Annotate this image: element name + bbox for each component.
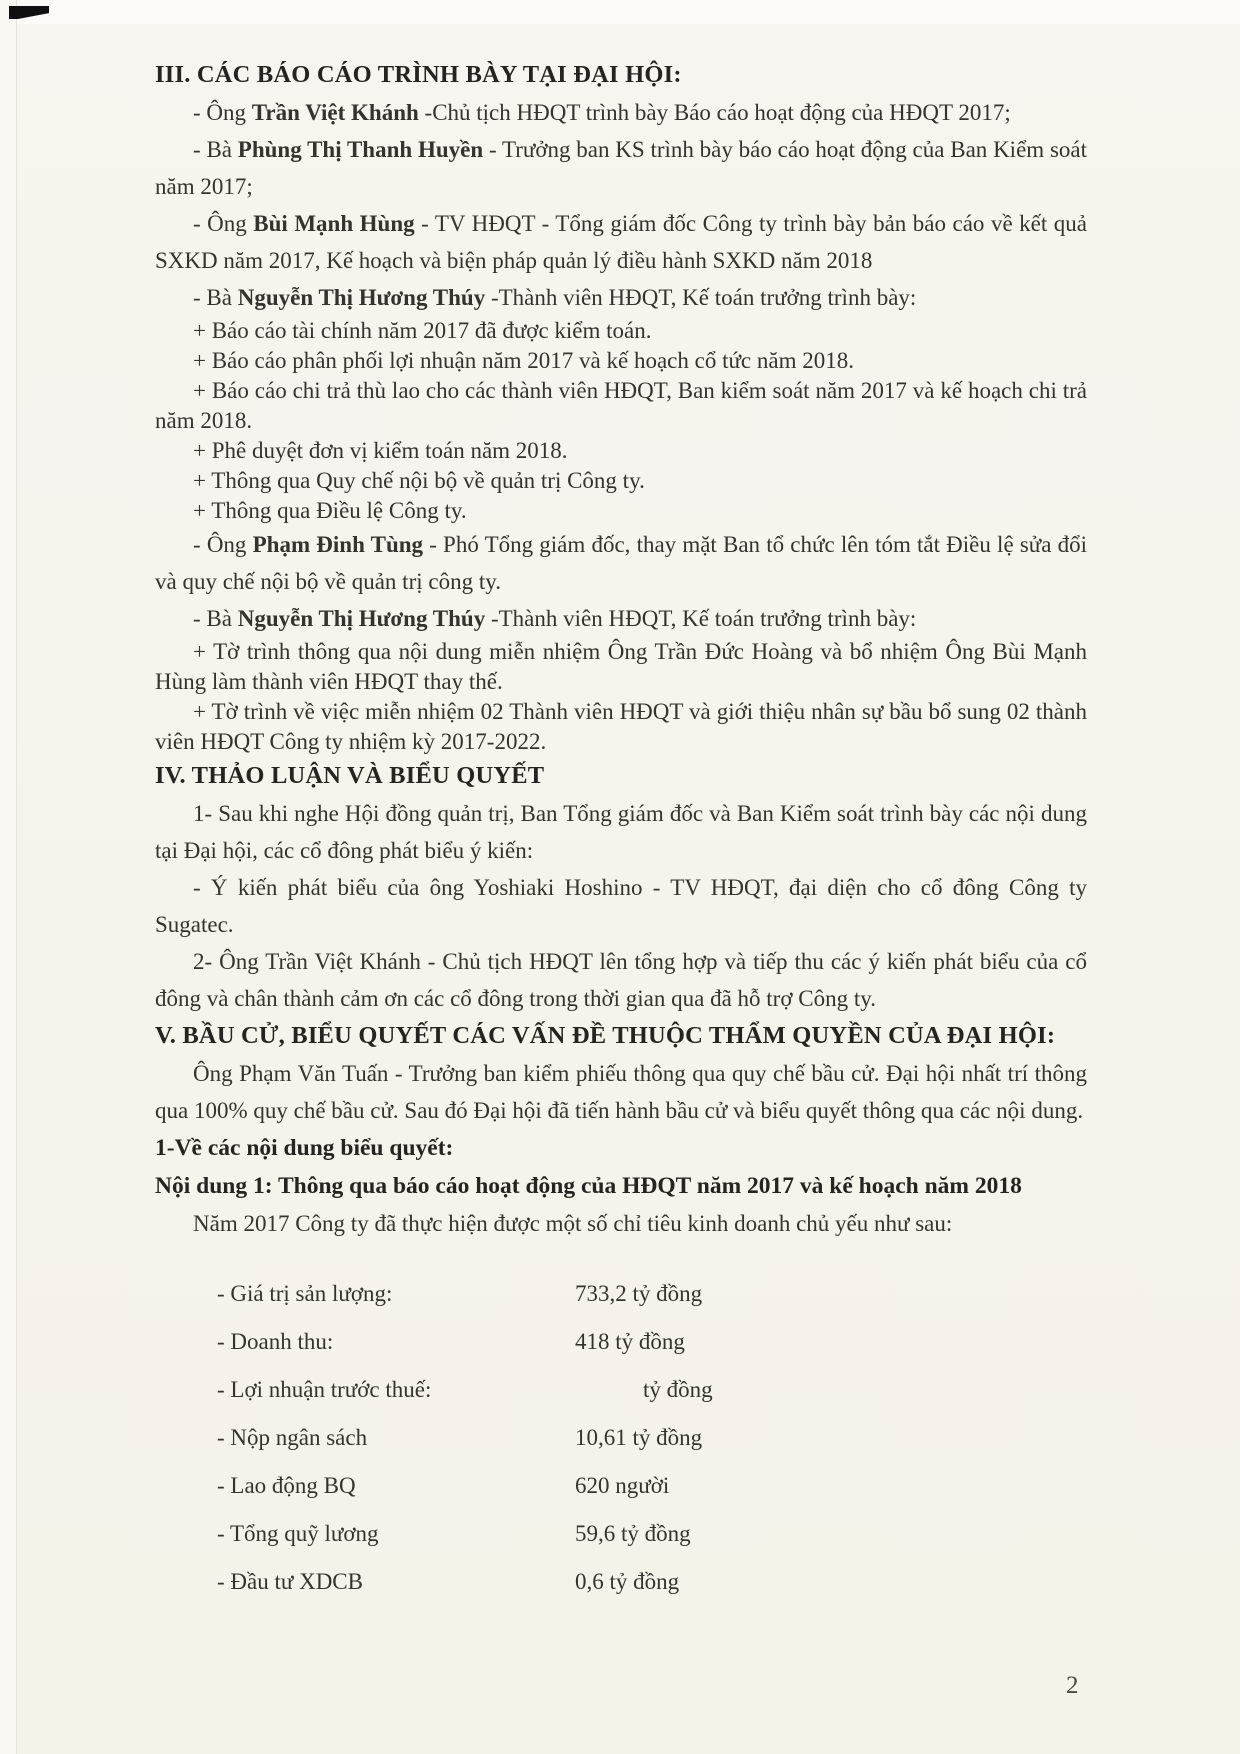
paragraph — [155, 1205, 1087, 1242]
list-item: + Thông qua Điều lệ Công ty. — [193, 498, 467, 523]
text-run: -Thành viên HĐQT, Kế toán trưởng trình bày: — [485, 606, 917, 631]
indicator-label: - Lao động BQ — [217, 1473, 356, 1498]
person-name: Phạm Đinh Tùng — [252, 532, 424, 557]
paragraph — [155, 526, 1087, 600]
text-run: - Bà — [193, 606, 238, 631]
list-item: + Báo cáo tài chính năm 2017 đã được kiểm toán. — [193, 318, 652, 343]
sub-heading: Nội dung 1: Thông qua báo cáo hoạt động của HĐQT năm 2017 và kế hoạch năm 2018 — [155, 1173, 1022, 1199]
indicator-value: tỷ đồng — [643, 1377, 713, 1402]
indicator-row — [155, 1374, 1087, 1405]
indicator-row — [155, 1470, 1087, 1501]
indicator-value: 733,2 tỷ đồng — [575, 1281, 703, 1306]
indicator-label: - Đầu tư XDCB — [217, 1569, 363, 1594]
paragraph — [155, 131, 1087, 205]
list-item: + Thông qua Quy chế nội bộ về quản trị Công ty. — [193, 468, 645, 493]
text-run: Năm 2017 Công ty đã thực hiện được một số chỉ tiêu kinh doanh chủ yếu như sau: — [193, 1211, 953, 1236]
indicator-row — [155, 1278, 1087, 1309]
person-name: Bùi Mạnh Hùng — [253, 211, 415, 236]
document-content — [155, 56, 1087, 1597]
text-run: - Trưởng ban KS trình bày báo cáo hoạt động của Ban Kiểm soát năm 2017; — [155, 137, 1087, 199]
section-heading: IV. THẢO LUẬN VÀ BIỂU QUYẾT — [155, 762, 545, 789]
indicator-row — [155, 1566, 1087, 1597]
scan-edge-left — [0, 0, 17, 1754]
scan-edge-top — [0, 0, 1240, 24]
list-item: + Tờ trình thông qua nội dung miễn nhiệm Ông Trần Đức Hoàng và bổ nhiệm Ông Bùi Mạnh Hùng làm thành viên HĐQT thay thế. — [155, 639, 1087, 694]
indicator-value: 0,6 tỷ đồng — [575, 1569, 680, 1594]
indicator-value: 59,6 tỷ đồng — [575, 1521, 691, 1546]
paragraph — [155, 1055, 1087, 1129]
indicator-value: 620 người — [575, 1473, 670, 1498]
indicator-label: - Tổng quỹ lương — [217, 1521, 379, 1546]
person-name: Nguyễn Thị Hương Thúy — [237, 285, 486, 310]
paragraph — [155, 279, 1087, 316]
indicator-label: - Doanh thu: — [217, 1329, 334, 1354]
text-run: - Bà — [193, 285, 238, 310]
person-name: Phùng Thị Thanh Huyền — [237, 137, 484, 162]
text-run: - Ông — [193, 211, 254, 236]
list-item: + Báo cáo phân phối lợi nhuận năm 2017 và kế hoạch cổ tức năm 2018. — [193, 348, 854, 373]
indicator-value: 10,61 tỷ đồng — [575, 1425, 703, 1450]
text-run: - Ông — [193, 532, 253, 557]
indicator-value: 418 tỷ đồng — [575, 1329, 685, 1354]
indicator-label: - Nộp ngân sách — [217, 1425, 368, 1450]
section-heading: V. BẦU CỬ, BIỂU QUYẾT CÁC VẤN ĐỀ THUỘC THẨM QUYỀN CỦA ĐẠI HỘI: — [155, 1022, 1056, 1049]
paragraph — [155, 94, 1087, 131]
indicator-row — [155, 1518, 1087, 1549]
list-item: + Tờ trình về việc miễn nhiệm 02 Thành viên HĐQT và giới thiệu nhân sự bầu bổ sung 02 thành viên HĐQT Công ty nhiệm kỳ 2017-2022. — [155, 699, 1087, 754]
text-run: - Ông — [193, 100, 252, 125]
person-name: Nguyễn Thị Hương Thúy — [237, 606, 486, 631]
text-run: Ông Phạm Văn Tuấn - Trưởng ban kiểm phiếu thông qua quy chế bầu cử. Đại hội nhất trí thông qua 100% quy chế bầu cử. Sau đó Đại hội đã tiến hành bầu cử và biểu quyết thông qua các nội dung. — [155, 1061, 1087, 1123]
text-run: - Ý kiến phát biểu của ông Yoshiaki Hoshino - TV HĐQT, đại diện cho cổ đông Công ty Sugatec. — [155, 875, 1087, 937]
section-heading: III. CÁC BÁO CÁO TRÌNH BÀY TẠI ĐẠI HỘI: — [155, 61, 682, 88]
list-item: + Phê duyệt đơn vị kiểm toán năm 2018. — [193, 438, 568, 463]
text-run: 2- Ông Trần Việt Khánh - Chủ tịch HĐQT lên tổng hợp và tiếp thu các ý kiến phát biểu của cổ đông và chân thành cảm ơn các cổ đông trong thời gian qua đã hỗ trợ Công ty. — [155, 949, 1087, 1011]
indicator-row — [155, 1422, 1087, 1453]
sub-heading: 1-Về các nội dung biểu quyết: — [155, 1135, 454, 1161]
indicator-label: - Lợi nhuận trước thuế: — [217, 1377, 432, 1402]
paragraph — [155, 205, 1087, 279]
person-name: Trần Việt Khánh — [251, 100, 419, 125]
text-run: - Phó Tổng giám đốc, thay mặt Ban tổ chức lên tóm tắt Điều lệ sửa đổi và quy chế nội bộ về quản trị công ty. — [155, 532, 1087, 594]
paragraph — [155, 600, 1087, 637]
paragraph — [155, 795, 1087, 869]
text-run: - TV HĐQT - Tổng giám đốc Công ty trình bày bản báo cáo về kết quả SXKD năm 2017, Kế hoạch và biện pháp quản lý điều hành SXKD năm 2018 — [155, 211, 1087, 273]
text-run: 1- Sau khi nghe Hội đồng quản trị, Ban Tổng giám đốc và Ban Kiểm soát trình bày các nội dung tại Đại hội, các cổ đông phát biểu ý kiến: — [155, 801, 1087, 863]
text-run: -Chủ tịch HĐQT trình bày Báo cáo hoạt động của HĐQT 2017; — [418, 100, 1011, 125]
text-run: - Bà — [193, 137, 238, 162]
paragraph — [155, 869, 1087, 943]
paragraph — [155, 943, 1087, 1017]
list-item: + Báo cáo chi trả thù lao cho các thành viên HĐQT, Ban kiểm soát năm 2017 và kế hoạch chi trả năm 2018. — [155, 378, 1087, 433]
indicator-label: - Giá trị sản lượng: — [217, 1281, 393, 1306]
indicator-row — [155, 1326, 1087, 1357]
text-run: -Thành viên HĐQT, Kế toán trưởng trình bày: — [485, 285, 917, 310]
page-number: 2 — [1066, 1672, 1079, 1699]
